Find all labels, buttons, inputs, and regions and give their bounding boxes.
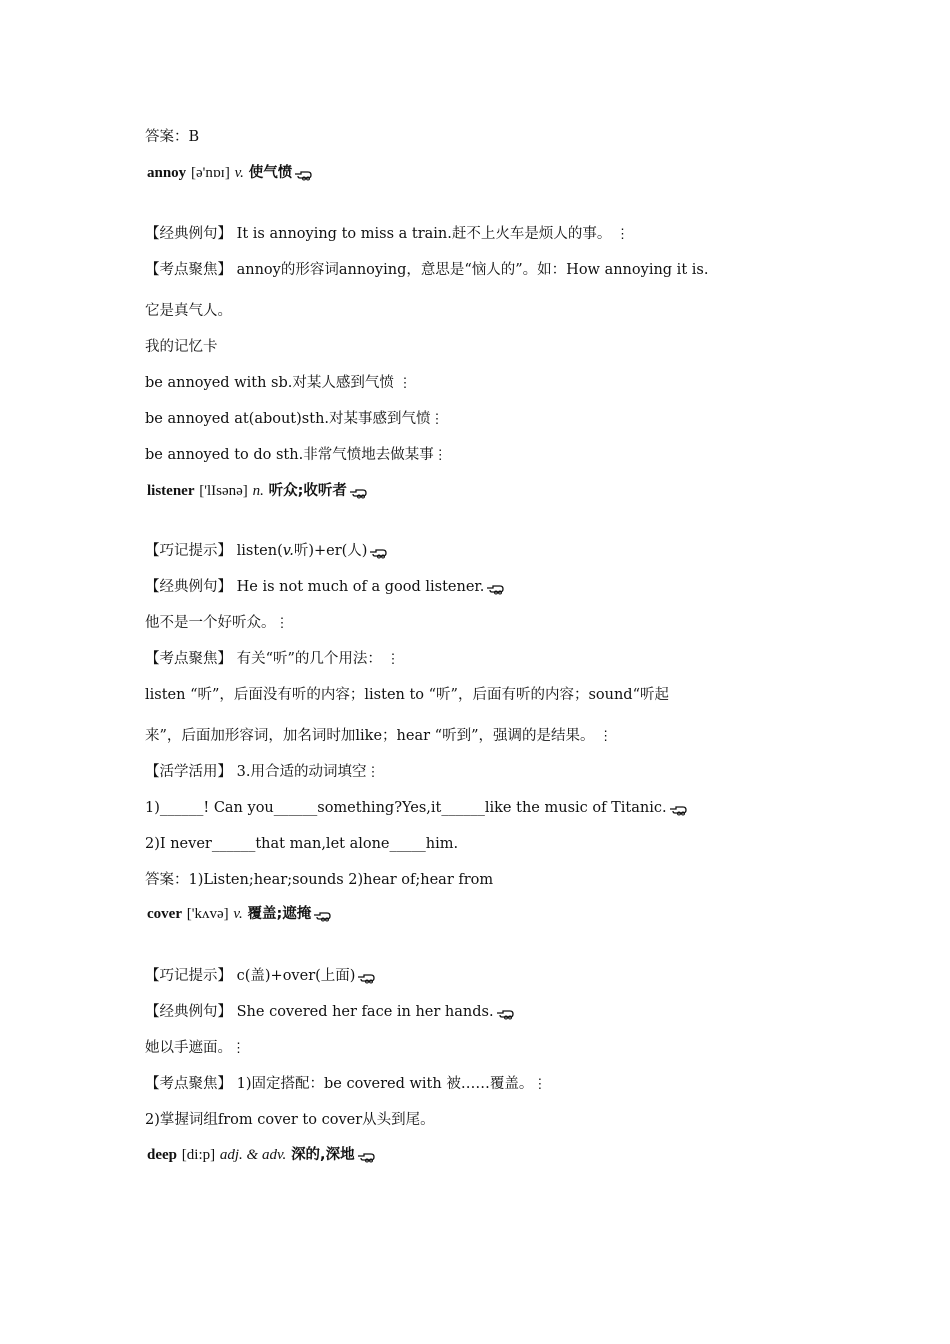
part-of-speech: adj. & adv.: [219, 1147, 287, 1163]
headword: cover: [147, 906, 182, 922]
hand-pointer-icon: [369, 545, 387, 565]
hand-pointer-icon: [357, 1148, 375, 1168]
example-sentence: 【经典例句】 He is not much of a good listener.: [145, 577, 504, 601]
definition: 覆盖;遮掩: [247, 906, 312, 922]
headword-cover: [147, 903, 331, 927]
memory-tip: 【巧记提示】 listen(v.听)+er(人): [145, 541, 387, 565]
text-line: 来”，后面加形容词，加名词时加like；hear “听到”，强调的是结果。 ⋮: [145, 728, 613, 744]
phonetic: [ə'nɒɪ]: [190, 165, 230, 181]
phrase-line: be annoyed to do sth.非常气愤地去做某事⋮: [145, 447, 447, 463]
phonetic: ['kʌvə]: [186, 906, 229, 922]
end-mark: ⋮: [232, 1041, 245, 1056]
example-sentence: 【经典例句】 It is annoying to miss a train.赶不上火车是烦人的事。 ⋮: [145, 226, 629, 242]
headword: annoy: [147, 165, 187, 181]
practice-title: 【活学活用】 3.用合适的动词填空⋮: [145, 764, 380, 780]
text-line: 他不是一个好听众。⋮: [145, 615, 289, 631]
phrase-line: be annoyed at(about)sth.对某事感到气愤⋮: [145, 411, 444, 427]
headword-deep: [147, 1144, 375, 1168]
headword: listener: [147, 483, 195, 499]
end-mark: ⋮: [275, 616, 289, 631]
section-title: 我的记忆卡: [145, 339, 218, 355]
phrase-line: be annoyed with sb.对某人感到气愤 ⋮: [145, 375, 412, 391]
text-line: listen “听”，后面没有听的内容；listen to “听”，后面有听的内容；sound“听起: [145, 687, 670, 703]
hand-pointer-icon: [349, 484, 367, 504]
headword-annoy: [147, 162, 312, 186]
part-of-speech: v.: [234, 165, 244, 181]
key-point: 【考点聚焦】 1)固定搭配：be covered with 被……覆盖。⋮: [145, 1076, 547, 1092]
definition: 听众;收听者: [268, 483, 347, 499]
end-mark: ⋮: [533, 1077, 547, 1092]
end-mark: ⋮: [398, 376, 412, 391]
key-point: 【考点聚焦】 有关“听”的几个用法： ⋮: [145, 651, 400, 667]
hand-pointer-icon: [496, 1006, 514, 1026]
text-line: 她以手遮面。⋮: [145, 1040, 245, 1056]
text-line: 2)掌握词组from cover to cover从头到尾。: [145, 1112, 435, 1128]
part-of-speech: n.: [252, 483, 264, 499]
end-mark: ⋮: [430, 412, 444, 427]
headword: deep: [147, 1147, 177, 1163]
exercise-line: 1)______! Can you______something?Yes,it______like the music of Titanic.: [145, 798, 687, 822]
headword-listener: [147, 480, 367, 504]
answer-line: 答案：B: [145, 129, 200, 145]
hand-pointer-icon: [294, 166, 312, 186]
end-mark: ⋮: [599, 729, 613, 744]
phonetic: [di:p]: [181, 1147, 216, 1163]
part-of-speech: v.: [233, 906, 243, 922]
end-mark: ⋮: [386, 652, 400, 667]
end-mark: ⋮: [366, 765, 380, 780]
end-mark: ⋮: [615, 227, 629, 242]
key-point: 【考点聚焦】 annoy的形容词annoying，意思是“恼人的”。如：How annoying it is.: [145, 262, 709, 278]
text-line: 它是真气人。: [145, 303, 232, 319]
definition: 深的,深地: [291, 1147, 355, 1163]
hand-pointer-icon: [357, 970, 375, 990]
phonetic: ['lIsənə]: [199, 483, 248, 499]
exercise-line: 2)I never______that man,let alone_____him.: [145, 836, 459, 852]
answer-line: 答案：1)Listen;hear;sounds 2)hear of;hear from: [145, 872, 494, 888]
end-mark: ⋮: [433, 448, 447, 463]
hand-pointer-icon: [486, 581, 504, 601]
memory-tip: 【巧记提示】 c(盖)+over(上面): [145, 966, 375, 990]
definition: 使气愤: [248, 165, 293, 181]
example-sentence: 【经典例句】 She covered her face in her hands.: [145, 1002, 514, 1026]
hand-pointer-icon: [313, 907, 331, 927]
hand-pointer-icon: [669, 802, 687, 822]
